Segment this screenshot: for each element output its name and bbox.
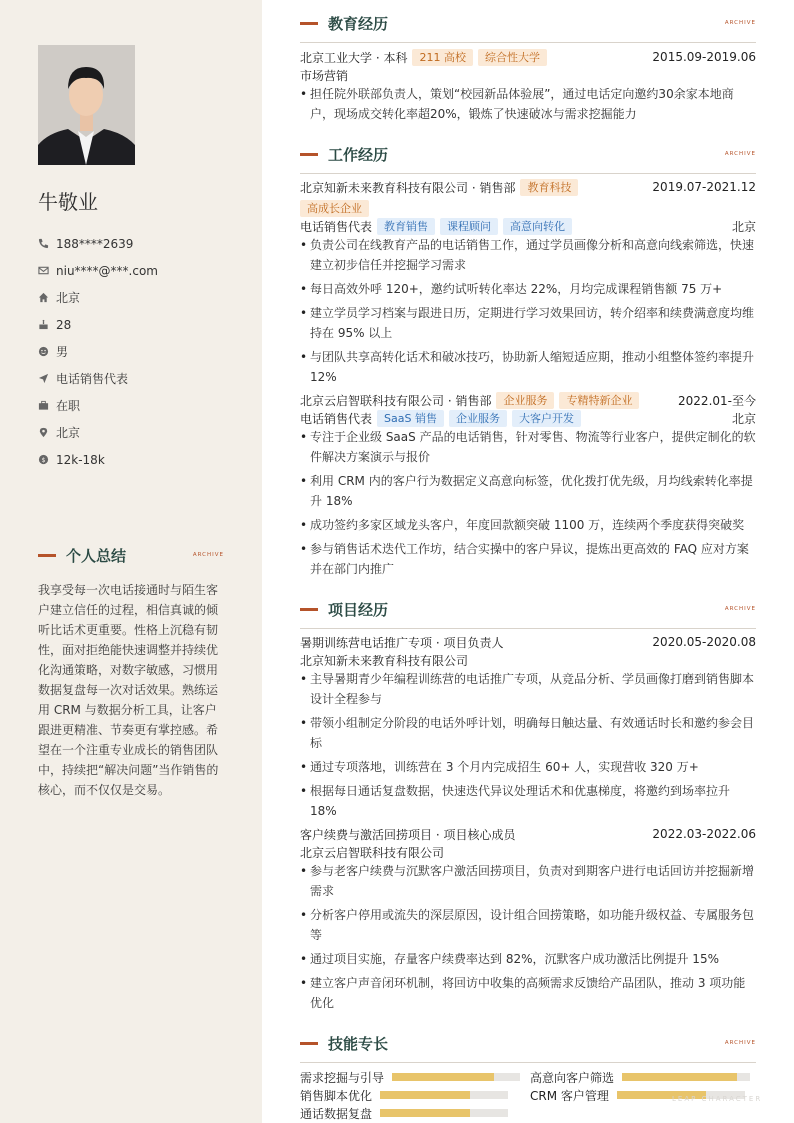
skill-item (300, 1086, 508, 1104)
contact-salary (38, 446, 238, 473)
skill-item (300, 1068, 520, 1086)
bullet-item: • 通过项目实施，存量客户续费率达到 82%，沉默客户成功激活比例提升 15% (300, 949, 756, 969)
mail-icon (38, 265, 49, 276)
project-bullets (300, 861, 756, 1017)
project-org: 北京云启智联科技有限公司 (300, 845, 445, 860)
skills-heading (300, 1032, 756, 1063)
project-name: 暑期训练营电话推广专项 · 项目负责人 (300, 635, 504, 650)
home-icon (38, 292, 49, 303)
school-name: 北京工业大学 · 本科 (300, 50, 408, 65)
skill-name: 需求挖掘与引导 (300, 1070, 385, 1085)
contact-text: 北京 (56, 426, 81, 440)
job-bullets (300, 427, 756, 583)
job-date: 2022.01-至今 (678, 393, 756, 408)
work-title: 工作经历 (328, 145, 389, 164)
title-accent (300, 1042, 318, 1045)
skill-fill (380, 1109, 470, 1117)
role-tag: SaaS 销售 (377, 410, 444, 427)
job-role-line (300, 409, 756, 427)
svg-text:$: $ (41, 455, 46, 464)
bullet-item: • 建立学员学习档案与跟进日历，定期进行学习效果回访，转介绍率和续费满意度均维持在 95% 以上 (300, 303, 756, 343)
role-tag: 高意向转化 (503, 218, 572, 235)
skill-fill (392, 1073, 494, 1081)
company-tag: 教育科技 (520, 179, 578, 196)
bullet-item: • 主导暑期青少年编程训练营的电话推广专项，从竞品分析、学员画像打磨到销售脚本设计全程参与 (300, 669, 756, 709)
bullet-item: • 负责公司在线教育产品的电话销售工作，通过学员画像分析和高意向线索筛选，快速建立初步信任并挖掘学习需求 (300, 235, 756, 275)
school-tag: 综合性大学 (478, 49, 547, 66)
skill-name: 高意向客户筛选 (530, 1070, 615, 1085)
bullet-item: • 通过专项落地，训练营在 3 个月内完成招生 60+ 人，实现营收 320 万+ (300, 757, 756, 777)
skill-name: CRM 客户管理 (530, 1088, 609, 1103)
skill-item (530, 1068, 750, 1086)
sidebar (0, 0, 262, 1123)
major: 市场营销 (300, 68, 349, 83)
role-tag: 课程顾问 (440, 218, 498, 235)
watermark: LEAP CHARACTER (672, 1095, 763, 1103)
role-tag: 教育销售 (377, 218, 435, 235)
education-major-line (300, 66, 756, 84)
bullet-item: • 每日高效外呼 120+，邀约试听转化率达 22%，月均完成课程销售额 75 万+ (300, 279, 756, 299)
education-date: 2015.09-2019.06 (652, 50, 756, 64)
location-icon (38, 427, 49, 438)
project-org-line (300, 651, 756, 669)
project-org: 北京知新未来教育科技有限公司 (300, 653, 469, 668)
company-tag: 企业服务 (496, 392, 554, 409)
bullet-item: • 专注于企业级 SaaS 产品的电话销售，针对零售、物流等行业客户，提供定制化的软件解决方案演示与报价 (300, 427, 756, 467)
money-icon (38, 454, 49, 465)
archive-label: ARCHIVE (192, 552, 224, 558)
role-tag: 企业服务 (449, 410, 507, 427)
contact-text: 188****2639 (56, 236, 134, 251)
role-tag: 大客户开发 (512, 410, 581, 427)
skill-name: 通话数据复盘 (300, 1106, 373, 1121)
contact-location (38, 419, 238, 446)
contact-text: 电话销售代表 (56, 372, 129, 386)
title-accent (300, 153, 318, 156)
job-bullets (300, 235, 756, 391)
job-role: 电话销售代表 (300, 411, 373, 426)
archive-label: ARCHIVE (724, 20, 756, 26)
contact-age (38, 311, 238, 338)
skill-fill (380, 1091, 470, 1099)
job-company-line (300, 178, 756, 196)
education-heading (300, 12, 756, 43)
project-date: 2022.03-2022.06 (652, 827, 756, 841)
job-city: 北京 (731, 411, 756, 426)
send-icon (38, 373, 49, 384)
contact-list (38, 230, 238, 473)
bullet-item: • 参与销售话术迭代工作坊，结合实操中的客户异议，提炼出更高效的 FAQ 应对方案并在部门内推广 (300, 539, 756, 579)
contact-text: 28 (56, 317, 72, 332)
archive-label: ARCHIVE (724, 151, 756, 157)
contact-text: 北京 (56, 291, 81, 305)
archive-label: ARCHIVE (724, 1040, 756, 1046)
archive-label: ARCHIVE (724, 606, 756, 612)
job-company-tags-line (295, 199, 751, 217)
skill-bar (380, 1091, 508, 1099)
summary-title: 个人总结 (66, 546, 127, 565)
job-role-line (300, 217, 756, 235)
contact-gender (38, 338, 238, 365)
job-role: 电话销售代表 (300, 219, 373, 234)
job-date: 2019.07-2021.12 (652, 180, 756, 194)
projects-heading (300, 598, 756, 629)
skill-bar (622, 1073, 750, 1081)
contact-text: 男 (56, 345, 69, 359)
job-company: 北京云启智联科技有限公司 · 销售部 (300, 393, 492, 408)
school-tag: 211 高校 (412, 49, 473, 66)
work-heading (300, 143, 756, 174)
title-accent (300, 22, 318, 25)
bullet-item: • 带领小组制定分阶段的电话外呼计划，明确每日触达量、有效通话时长和邀约参会目标 (300, 713, 756, 753)
skill-item (300, 1104, 508, 1122)
skill-bar (380, 1109, 508, 1117)
projects-title: 项目经历 (328, 600, 389, 619)
project-date: 2020.05-2020.08 (652, 635, 756, 649)
skill-fill (622, 1073, 737, 1081)
contact-status (38, 392, 238, 419)
bullet-item: • 参与老客户续费与沉默客户激活回捞项目，负责对到期客户进行电话回访并挖掘新增需求 (300, 861, 756, 901)
education-title: 教育经历 (328, 14, 389, 33)
briefcase-icon (38, 400, 49, 411)
contact-text: 12k-18k (56, 452, 105, 467)
job-city: 北京 (731, 219, 756, 234)
skills-title: 技能专长 (328, 1034, 389, 1053)
contact-phone (38, 230, 238, 257)
skill-name: 销售脚本优化 (300, 1088, 373, 1103)
project-name-line (300, 633, 756, 651)
face-icon (38, 346, 49, 357)
bullet-item: • 根据每日通话复盘数据，快速迭代异议处理话术和优惠梯度，将邀约到场率拉升 18% (300, 781, 756, 821)
bullet-item: • 利用 CRM 内的客户行为数据定义高意向标签，优化拨打优先级，月均线索转化率提升 18% (300, 471, 756, 511)
project-name: 客户续费与激活回捞项目 · 项目核心成员 (300, 827, 516, 842)
skill-bar (392, 1073, 520, 1081)
project-name-line (300, 825, 756, 843)
bullet-item: • 成功签约多家区域龙头客户，年度回款额突破 1100 万，连续两个季度获得突破奖 (300, 515, 756, 535)
education-entry (300, 48, 756, 66)
contact-home (38, 284, 238, 311)
project-bullets (300, 669, 756, 825)
title-accent (38, 554, 56, 557)
cake-icon (38, 319, 49, 330)
bullet-item: • 与团队共享高转化话术和破冰技巧，协助新人缩短适应期，推动小组整体签约率提升 12% (300, 347, 756, 387)
job-company: 北京知新未来教育科技有限公司 · 销售部 (300, 180, 516, 195)
bullet-item: • 担任院外联部负责人，策划“校园新品体验展”，通过电话定向邀约30余家本地商户，现场成交转化率超20%，锻炼了快速破冰与需求挖掘能力 (300, 84, 756, 124)
bullet-item: • 建立客户声音闭环机制，将回访中收集的高频需求反馈给产品团队，推动 3 项功能优化 (300, 973, 756, 1013)
company-tag: 专精特新企业 (559, 392, 639, 409)
contact-text: 在职 (56, 399, 81, 413)
title-accent (300, 608, 318, 611)
job-company-line (300, 391, 756, 409)
avatar (38, 45, 135, 165)
contact-text: niu****@***.com (56, 263, 158, 278)
company-tag: 高成长企业 (300, 200, 369, 217)
bullet-item: • 分析客户停用或流失的深层原因，设计组合回捞策略，如功能升级权益、专属服务包等 (300, 905, 756, 945)
candidate-name: 牛敬业 (38, 190, 98, 214)
project-org-line (300, 843, 756, 861)
contact-email (38, 257, 238, 284)
summary-text: 我享受每一次电话接通时与陌生客户建立信任的过程，相信真诚的倾听比话术更重要。性格上沉稳有韧性，面对拒绝能快速调整并持续优化沟通策略，对数字敏感，习惯用数据复盘每一次对话效果。熟练运用 CRM 与数据分析工具，让客户跟进更精准、节奏更有掌控感。希望在一个注重专业成长的销售团队中，持续把“解决问题”当作销售的核心，而不仅仅是交易。 (38, 583, 219, 797)
summary-heading (38, 544, 224, 566)
contact-position (38, 365, 238, 392)
phone-icon (38, 238, 49, 249)
education-bullets (300, 84, 756, 128)
